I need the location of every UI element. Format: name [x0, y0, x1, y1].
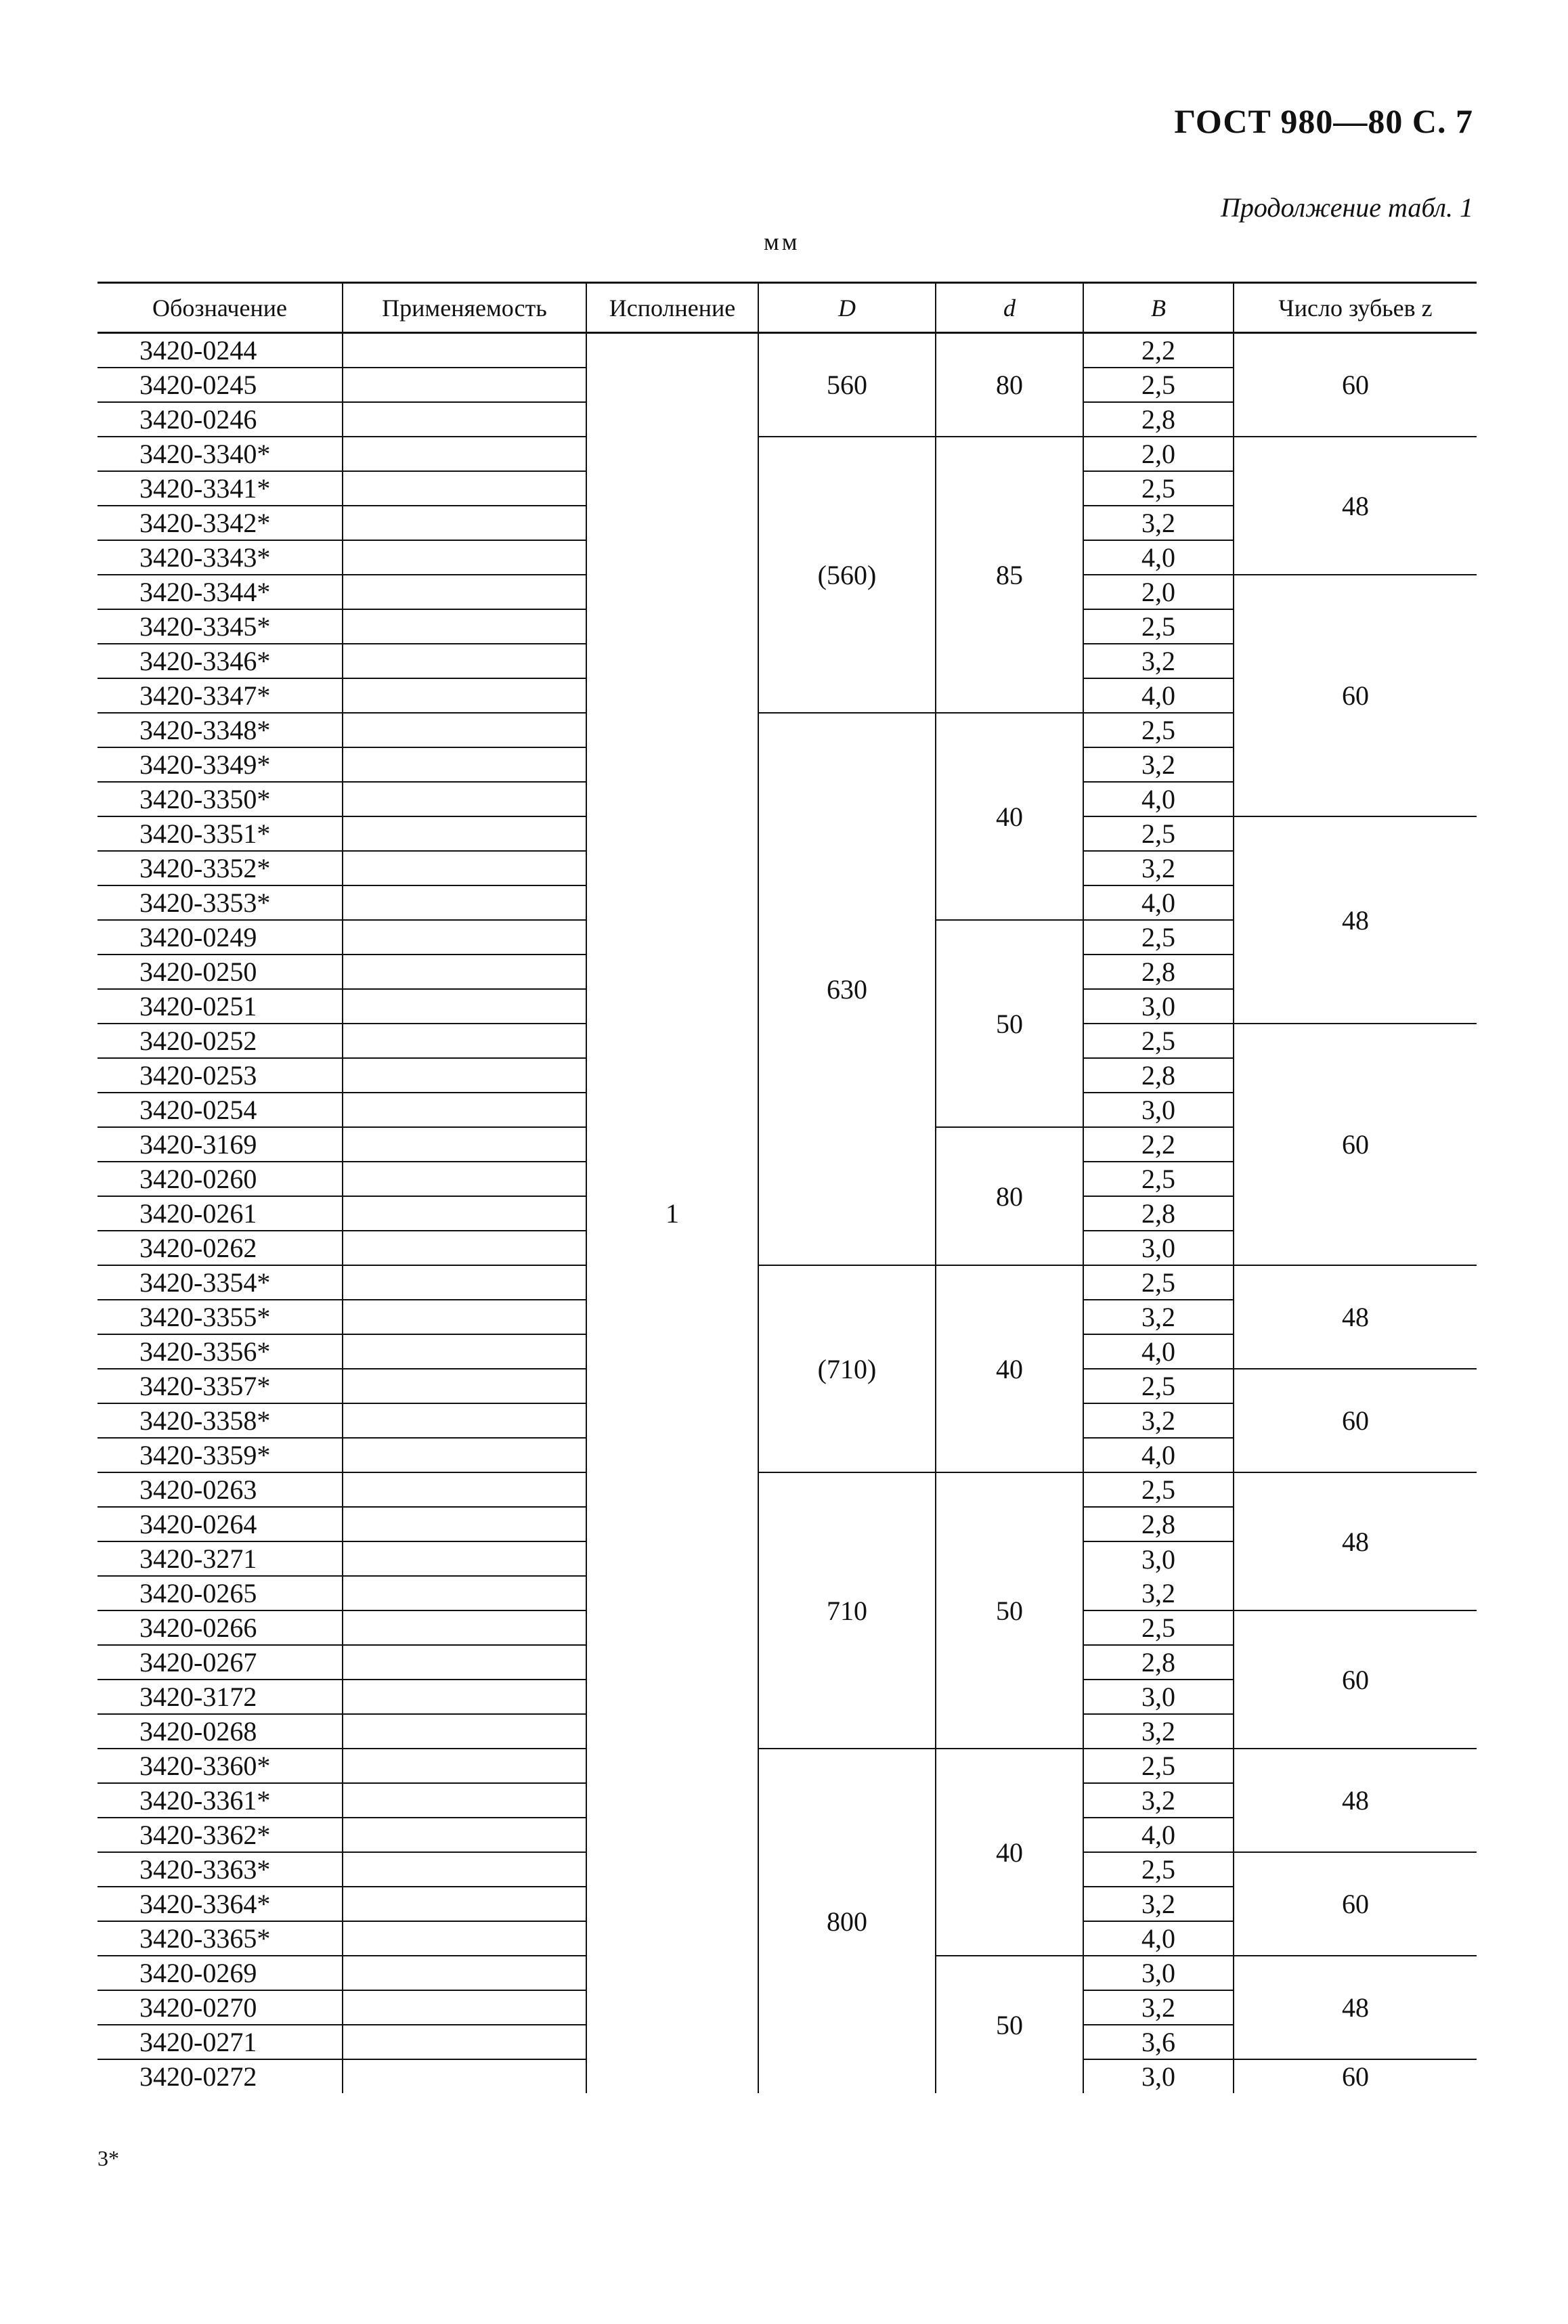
- applicability-cell: [343, 2025, 586, 2059]
- B-cell: 2,5: [1083, 1852, 1234, 1887]
- table-row: [97, 333, 1477, 368]
- col-header-d: d: [936, 283, 1083, 333]
- designation-cell: 3420-0263: [97, 1472, 343, 1507]
- designation-cell: 3420-3356*: [97, 1334, 343, 1369]
- applicability-cell: [343, 1714, 586, 1749]
- B-cell: 3,2: [1083, 1990, 1234, 2025]
- units-label: мм: [764, 228, 800, 255]
- B-cell: 3,2: [1083, 1887, 1234, 1921]
- designation-cell: 3420-3357*: [97, 1369, 343, 1403]
- table-row: [97, 437, 1477, 471]
- table-continuation-note: Продолжение табл. 1: [1220, 192, 1473, 223]
- teeth-cell: 60: [1234, 1369, 1477, 1472]
- applicability-cell: [343, 920, 586, 955]
- B-cell: 3,0: [1083, 1956, 1234, 1990]
- table-row: [97, 1749, 1477, 1783]
- applicability-cell: [343, 1541, 586, 1576]
- B-cell: 2,8: [1083, 1196, 1234, 1231]
- B-cell: 3,0: [1083, 2059, 1234, 2093]
- page-footnote: 3*: [97, 2146, 119, 2170]
- designation-cell: 3420-0251: [97, 989, 343, 1024]
- D-cell: 800: [758, 1749, 936, 2093]
- designation-cell: 3420-3346*: [97, 644, 343, 678]
- applicability-cell: [343, 1127, 586, 1162]
- applicability-cell: [343, 1645, 586, 1680]
- table-header-row: [97, 283, 1477, 333]
- B-cell: 3,2: [1083, 1783, 1234, 1818]
- designation-cell: 3420-3360*: [97, 1749, 343, 1783]
- designation-cell: 3420-3169: [97, 1127, 343, 1162]
- col-header-variant: Исполнение: [586, 283, 758, 333]
- B-cell: 3,2: [1083, 506, 1234, 540]
- B-cell: 3,2: [1083, 851, 1234, 885]
- B-cell: 2,0: [1083, 437, 1234, 471]
- designation-cell: 3420-3342*: [97, 506, 343, 540]
- B-cell: 2,8: [1083, 1507, 1234, 1541]
- applicability-cell: [343, 1403, 586, 1438]
- B-cell: 3,0: [1083, 989, 1234, 1024]
- B-cell: 2,5: [1083, 471, 1234, 506]
- applicability-cell: [343, 1507, 586, 1541]
- d-cell: 80: [936, 1127, 1083, 1265]
- teeth-cell: 60: [1234, 2059, 1477, 2093]
- applicability-cell: [343, 1852, 586, 1887]
- D-cell: 630: [758, 713, 936, 1265]
- applicability-cell: [343, 816, 586, 851]
- applicability-cell: [343, 2059, 586, 2093]
- teeth-cell: 48: [1234, 1265, 1477, 1369]
- d-cell: 50: [936, 1956, 1083, 2093]
- designation-cell: 3420-3341*: [97, 471, 343, 506]
- designation-cell: 3420-3343*: [97, 540, 343, 575]
- applicability-cell: [343, 437, 586, 471]
- teeth-cell: 48: [1234, 816, 1477, 1024]
- specs-table: [97, 282, 1477, 2093]
- designation-cell: 3420-0270: [97, 1990, 343, 2025]
- designation-cell: 3420-3344*: [97, 575, 343, 609]
- designation-cell: 3420-0268: [97, 1714, 343, 1749]
- applicability-cell: [343, 1438, 586, 1472]
- designation-cell: 3420-0244: [139, 335, 257, 366]
- B-cell: 2,8: [1083, 955, 1234, 989]
- designation-cell: 3420-3364*: [97, 1887, 343, 1921]
- B-cell: 3,2: [1083, 747, 1234, 782]
- designation-cell: 3420-0261: [97, 1196, 343, 1231]
- variant-cell: 1: [586, 333, 758, 2094]
- applicability-cell: [343, 885, 586, 920]
- applicability-cell: [343, 1265, 586, 1300]
- applicability-cell: [343, 1576, 586, 1610]
- applicability-cell: [343, 471, 586, 506]
- d-cell: 40: [936, 1265, 1083, 1472]
- B-cell: 3,0: [1083, 1680, 1234, 1714]
- designation-cell: 3420-3347*: [97, 678, 343, 713]
- designation-cell: 3420-3358*: [97, 1403, 343, 1438]
- designation-cell: 3420-0252: [97, 1024, 343, 1058]
- applicability-cell: [343, 1369, 586, 1403]
- designation-cell: 3420-0266: [97, 1610, 343, 1645]
- teeth-cell: 48: [1234, 1749, 1477, 1852]
- B-cell: 3,2: [1083, 1300, 1234, 1334]
- B-cell: 4,0: [1083, 1921, 1234, 1956]
- B-cell: 3,0: [1083, 1231, 1234, 1265]
- designation-cell: 3420-3345*: [97, 609, 343, 644]
- applicability-cell: [343, 575, 586, 609]
- applicability-cell: [343, 851, 586, 885]
- teeth-cell: 48: [1234, 1472, 1477, 1610]
- designation-cell: 3420-0269: [97, 1956, 343, 1990]
- B-cell: 2,5: [1083, 1369, 1234, 1403]
- designation-cell: 3420-3340*: [97, 437, 343, 471]
- applicability-cell: [343, 1058, 586, 1093]
- col-header-applicability: Применяемость: [343, 283, 586, 333]
- page-header: ГОСТ 980—80 С. 7: [1174, 102, 1473, 140]
- B-cell: 3,2: [1083, 1403, 1234, 1438]
- applicability-cell: [343, 402, 586, 437]
- designation-cell: 3420-0271: [97, 2025, 343, 2059]
- teeth-cell: 60: [1234, 333, 1477, 437]
- applicability-cell: [343, 1093, 586, 1127]
- applicability-cell: [343, 609, 586, 644]
- B-cell: 4,0: [1083, 1818, 1234, 1852]
- designation-cell: 3420-3349*: [97, 747, 343, 782]
- applicability-cell: [343, 333, 586, 368]
- B-cell: 2,2: [1083, 333, 1234, 368]
- designation-cell: 3420-3359*: [97, 1438, 343, 1472]
- applicability-cell: [343, 1162, 586, 1196]
- B-cell: 2,8: [1083, 402, 1234, 437]
- table-row: [97, 1472, 1477, 1507]
- applicability-cell: [343, 1749, 586, 1783]
- teeth-cell: 60: [1234, 1024, 1477, 1265]
- applicability-cell: [343, 1300, 586, 1334]
- applicability-cell: [343, 1231, 586, 1265]
- designation-cell: 3420-0267: [97, 1645, 343, 1680]
- applicability-cell: [343, 1024, 586, 1058]
- applicability-cell: [343, 1956, 586, 1990]
- applicability-cell: [343, 678, 586, 713]
- B-cell: 3,6: [1083, 2025, 1234, 2059]
- applicability-cell: [343, 540, 586, 575]
- B-cell: 2,5: [1083, 1472, 1234, 1507]
- B-cell: 2,5: [1083, 816, 1234, 851]
- applicability-cell: [343, 1783, 586, 1818]
- teeth-cell: 60: [1234, 575, 1477, 816]
- applicability-cell: [343, 506, 586, 540]
- B-cell: 3,2: [1083, 644, 1234, 678]
- B-cell: 2,5: [1083, 1162, 1234, 1196]
- applicability-cell: [343, 1334, 586, 1369]
- B-cell: 2,5: [1083, 1024, 1234, 1058]
- designation-cell: 3420-3353*: [97, 885, 343, 920]
- applicability-cell: [343, 368, 586, 402]
- d-cell: 40: [936, 713, 1083, 920]
- B-cell: 2,5: [1083, 1610, 1234, 1645]
- B-cell: 4,0: [1083, 1438, 1234, 1472]
- designation-cell: 3420-3354*: [97, 1265, 343, 1300]
- designation-cell: 3420-0246: [97, 402, 343, 437]
- B-cell: 2,5: [1083, 1265, 1234, 1300]
- designation-cell: 3420-3355*: [97, 1300, 343, 1334]
- designation-cell: 3420-0272: [97, 2059, 343, 2093]
- col-header-B: B: [1083, 283, 1234, 333]
- applicability-cell: [343, 955, 586, 989]
- applicability-cell: [343, 989, 586, 1024]
- B-cell: 4,0: [1083, 782, 1234, 816]
- teeth-cell: 48: [1234, 437, 1477, 575]
- col-header-designation: Обозначение: [97, 283, 343, 333]
- designation-cell: 3420-3363*: [97, 1852, 343, 1887]
- designation-cell: 3420-0262: [97, 1231, 343, 1265]
- B-cell: 2,5: [1083, 368, 1234, 402]
- teeth-cell: 48: [1234, 1956, 1477, 2059]
- applicability-cell: [343, 644, 586, 678]
- applicability-cell: [343, 1990, 586, 2025]
- d-cell: 50: [936, 920, 1083, 1127]
- D-cell: (560): [758, 437, 936, 713]
- B-cell: 3,0: [1083, 1541, 1234, 1576]
- designation-cell: 3420-0264: [97, 1507, 343, 1541]
- applicability-cell: [343, 713, 586, 747]
- d-cell: 85: [936, 437, 1083, 713]
- B-cell: 2,8: [1083, 1645, 1234, 1680]
- applicability-cell: [343, 1887, 586, 1921]
- designation-cell: 3420-3361*: [97, 1783, 343, 1818]
- applicability-cell: [343, 1921, 586, 1956]
- applicability-cell: [343, 782, 586, 816]
- table-row: [97, 1265, 1477, 1300]
- applicability-cell: [343, 1818, 586, 1852]
- applicability-cell: [343, 1196, 586, 1231]
- designation-cell: 3420-0249: [97, 920, 343, 955]
- B-cell: 3,2: [1083, 1576, 1234, 1610]
- teeth-cell: 60: [1234, 1852, 1477, 1956]
- designation-cell: 3420-3348*: [97, 713, 343, 747]
- designation-cell: 3420-0265: [97, 1576, 343, 1610]
- designation-cell: 3420-3271: [97, 1541, 343, 1576]
- col-header-D: D: [758, 283, 936, 333]
- B-cell: 3,0: [1083, 1093, 1234, 1127]
- B-cell: 3,2: [1083, 1714, 1234, 1749]
- B-cell: 4,0: [1083, 885, 1234, 920]
- designation-cell: 3420-0250: [97, 955, 343, 989]
- B-cell: 2,5: [1083, 713, 1234, 747]
- designation-cell: 3420-3365*: [97, 1921, 343, 1956]
- applicability-cell: [343, 1680, 586, 1714]
- designation-cell: 3420-0253: [97, 1058, 343, 1093]
- designation-cell: 3420-3351*: [97, 816, 343, 851]
- designation-cell: 3420-0260: [97, 1162, 343, 1196]
- applicability-cell: [343, 1472, 586, 1507]
- B-cell: 4,0: [1083, 678, 1234, 713]
- B-cell: 2,5: [1083, 1749, 1234, 1783]
- designation-cell: 3420-0245: [97, 368, 343, 402]
- designation-cell: 3420-3362*: [97, 1818, 343, 1852]
- applicability-cell: [343, 747, 586, 782]
- B-cell: 2,0: [1083, 575, 1234, 609]
- B-cell: 4,0: [1083, 1334, 1234, 1369]
- B-cell: 4,0: [1083, 540, 1234, 575]
- table-body: [97, 333, 1477, 2094]
- D-cell: 710: [758, 1472, 936, 1749]
- B-cell: 2,8: [1083, 1058, 1234, 1093]
- B-cell: 2,2: [1083, 1127, 1234, 1162]
- teeth-cell: 60: [1234, 1610, 1477, 1749]
- applicability-cell: [343, 1610, 586, 1645]
- d-cell: 80: [936, 333, 1083, 437]
- D-cell: (710): [758, 1265, 936, 1472]
- d-cell: 50: [936, 1472, 1083, 1749]
- col-header-teeth: Число зубьев z: [1234, 283, 1477, 333]
- B-cell: 2,5: [1083, 609, 1234, 644]
- B-cell: 2,5: [1083, 920, 1234, 955]
- designation-cell: 3420-3172: [97, 1680, 343, 1714]
- d-cell: 40: [936, 1749, 1083, 1956]
- designation-cell: 3420-3352*: [97, 851, 343, 885]
- designation-cell: 3420-0254: [97, 1093, 343, 1127]
- D-cell: 560: [758, 333, 936, 437]
- designation-cell: 3420-3350*: [97, 782, 343, 816]
